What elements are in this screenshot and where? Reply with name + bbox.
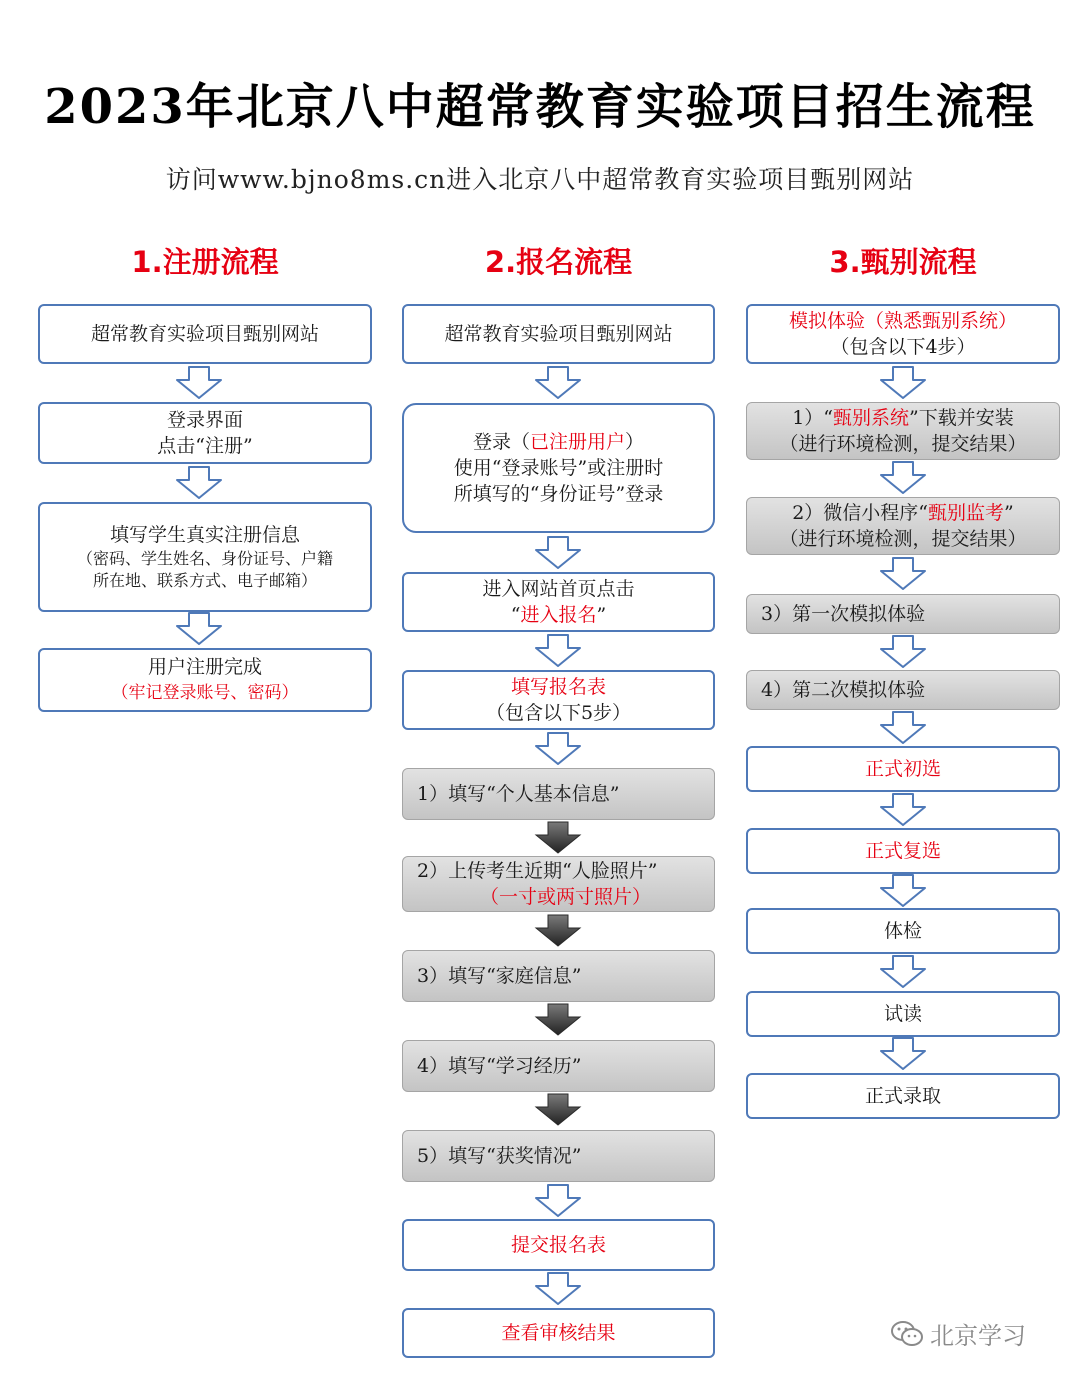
scr-arrow-4 <box>878 635 928 669</box>
screening-system-label: 甄别系统 <box>833 407 910 429</box>
app-step-3-text: 3）填写“家庭信息” <box>417 965 582 987</box>
app-arrow-dark-2 <box>533 914 583 948</box>
scr-mock-box <box>746 304 1060 364</box>
app-step-2-text: 2）上传考生近期“人脸照片” <box>417 860 658 882</box>
reg-arrow-2 <box>174 466 224 500</box>
app-arrow-1 <box>533 366 583 400</box>
app-step-5 <box>402 1130 715 1182</box>
app-enter-box <box>402 572 715 632</box>
reg-arrow-1 <box>174 366 224 400</box>
reg-login-box <box>38 402 372 464</box>
reg-arrow-3 <box>174 612 224 646</box>
reg-login-line1: 登录界面 <box>166 409 243 431</box>
scr-step-4 <box>746 670 1060 710</box>
scr-arrow-7 <box>878 874 928 908</box>
scr-step-3-text: 3）第一次模拟体验 <box>761 603 926 625</box>
scr-step-4-text: 4）第二次模拟体验 <box>761 679 926 701</box>
app-step-5-text: 5）填写“获奖情况” <box>417 1145 582 1167</box>
app-login-line3: 所填写的“身份证号”登录 <box>453 483 664 505</box>
scr-trial-text: 试读 <box>883 1003 922 1025</box>
scr-arrow-6 <box>878 793 928 827</box>
app-form-title: 填写报名表 <box>510 676 606 698</box>
reg-complete-box <box>38 648 372 712</box>
scr-step-2 <box>746 497 1060 555</box>
wechat-icon <box>890 1320 924 1348</box>
reg-info-line1: 填写学生真实注册信息 <box>109 524 300 546</box>
app-arrow-4 <box>533 732 583 766</box>
reg-website-box <box>38 304 372 364</box>
app-step-1-text: 1）填写“个人基本信息” <box>417 783 620 805</box>
scr-second-box <box>746 828 1060 874</box>
watermark-text: 北京学习 <box>930 1322 1026 1350</box>
app-step-3 <box>402 950 715 1002</box>
screening-heading: 3.甄别流程 <box>829 245 977 279</box>
scr-initial-text: 正式初选 <box>864 758 941 780</box>
scr-admit-box <box>746 1073 1060 1119</box>
app-website-text: 超常教育实验项目甄别网站 <box>444 323 673 345</box>
reg-info-line3: 所在地、联系方式、电子邮箱） <box>92 571 317 590</box>
app-result-box <box>402 1308 715 1358</box>
scr-step-2-line1: 2）微信小程序“甄别监考” <box>792 502 1014 524</box>
scr-medical-box <box>746 908 1060 954</box>
app-result-text: 查看审核结果 <box>501 1322 616 1344</box>
page-title: 2023年北京八中超常教育实验项目招生流程 <box>44 79 1036 135</box>
app-arrow-dark-1 <box>533 821 583 855</box>
scr-admit-text: 正式录取 <box>864 1085 941 1107</box>
app-arrow-2 <box>533 536 583 570</box>
app-form-note: （包含以下5步） <box>485 702 632 724</box>
scr-step-2-line2: （进行环境检测，提交结果） <box>779 528 1027 550</box>
app-submit-box <box>402 1219 715 1271</box>
app-arrow-3 <box>533 634 583 668</box>
scr-arrow-8 <box>878 955 928 989</box>
reg-info-box <box>38 502 372 612</box>
scr-mock-title: 模拟体验（熟悉甄别系统） <box>788 310 1017 332</box>
app-step-2 <box>402 856 715 912</box>
app-arrow-6 <box>533 1272 583 1306</box>
reg-login-line2: 点击“注册” <box>157 435 253 457</box>
scr-arrow-5 <box>878 711 928 745</box>
proctoring-label: 甄别监考 <box>928 502 1005 524</box>
reg-complete-note: （牢记登录账号、密码） <box>111 683 299 703</box>
app-enter-line1: 进入网站首页点击 <box>482 578 635 600</box>
scr-mock-note: （包含以下4步） <box>830 336 976 358</box>
app-step-1 <box>402 768 715 820</box>
scr-step-1-line1: 1）“甄别系统”下载并安装 <box>792 407 1014 429</box>
page-subtitle: 访问www.bjno8ms.cn进入北京八中超常教育实验项目甄别网站 <box>165 165 915 194</box>
app-login-line2: 使用“登录账号”或注册时 <box>453 457 664 479</box>
reg-website-text: 超常教育实验项目甄别网站 <box>90 323 319 345</box>
watermark <box>890 1316 1026 1351</box>
scr-arrow-3 <box>878 557 928 591</box>
registered-user-label: 已注册用户 <box>529 431 625 453</box>
app-step-4-text: 4）填写“学习经历” <box>417 1055 582 1077</box>
scr-step-3 <box>746 594 1060 634</box>
app-website-box <box>402 304 715 364</box>
app-enter-line2: “进入报名” <box>510 604 607 626</box>
app-step-4 <box>402 1040 715 1092</box>
scr-step-1 <box>746 402 1060 460</box>
app-arrow-dark-3 <box>533 1003 583 1037</box>
scr-trial-box <box>746 991 1060 1037</box>
photo-size-note: （一寸或两寸照片） <box>479 886 651 908</box>
app-arrow-5 <box>533 1184 583 1218</box>
application-heading: 2.报名流程 <box>484 245 633 279</box>
reg-complete-line1: 用户注册完成 <box>147 656 262 678</box>
app-login-line1: 登录（已注册用户） <box>472 431 645 453</box>
app-form-box <box>402 670 715 730</box>
scr-initial-box <box>746 746 1060 792</box>
scr-arrow-2 <box>878 461 928 495</box>
app-arrow-dark-4 <box>533 1093 583 1127</box>
scr-arrow-1 <box>878 366 928 400</box>
registration-heading: 1.注册流程 <box>131 245 279 279</box>
scr-arrow-9 <box>878 1037 928 1071</box>
scr-second-text: 正式复选 <box>864 840 941 862</box>
reg-info-line2: （密码、学生姓名、身份证号、户籍 <box>76 549 333 568</box>
scr-step-1-line2: （进行环境检测，提交结果） <box>779 433 1027 455</box>
enter-apply-label: 进入报名 <box>520 604 597 626</box>
app-submit-text: 提交报名表 <box>510 1234 606 1256</box>
scr-medical-text: 体检 <box>883 920 922 942</box>
app-login-box <box>402 403 715 533</box>
